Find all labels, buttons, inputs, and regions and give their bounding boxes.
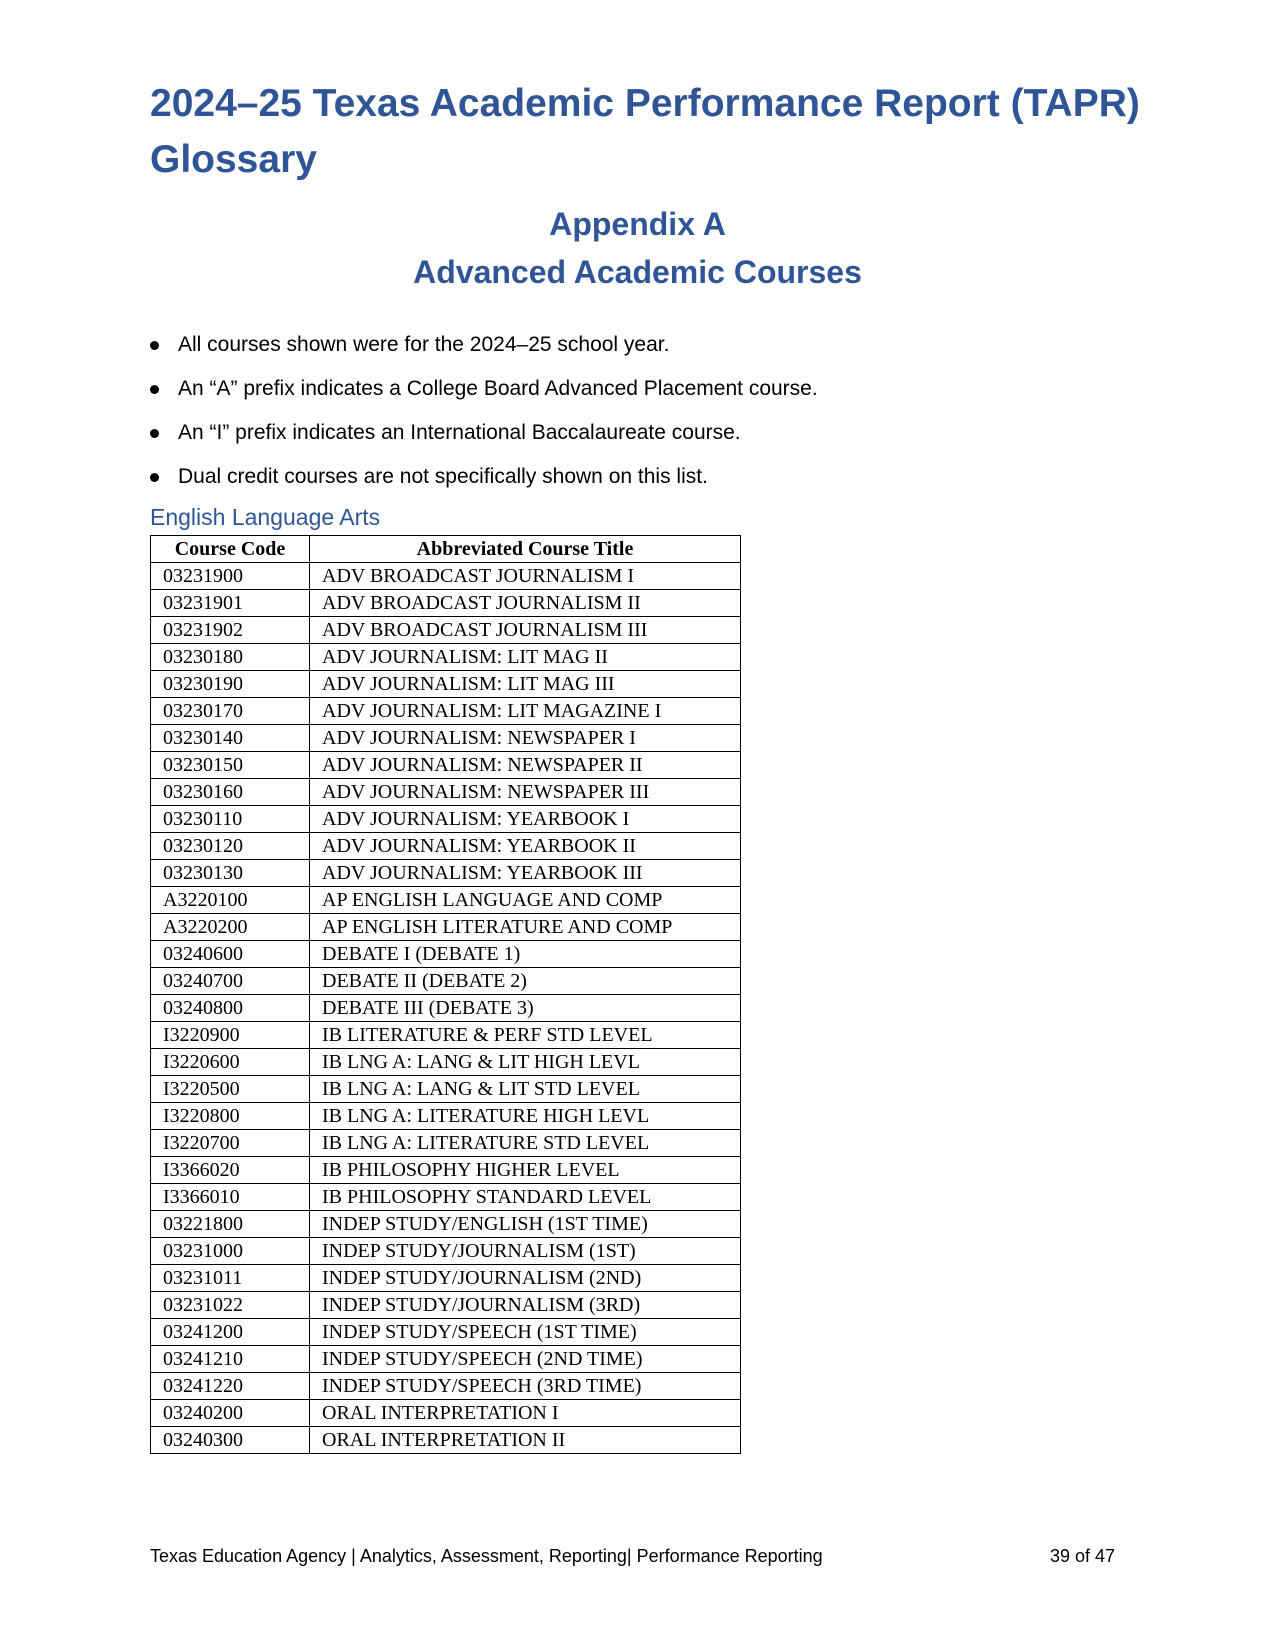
course-title-cell: ADV JOURNALISM: LIT MAG III	[310, 671, 741, 698]
table-row	[151, 860, 741, 887]
course-title-cell: ADV JOURNALISM: NEWSPAPER II	[310, 752, 741, 779]
table-row	[151, 1427, 741, 1454]
table-row	[151, 1319, 741, 1346]
courses-table	[150, 535, 741, 1454]
table-row	[151, 1130, 741, 1157]
table-row	[151, 887, 741, 914]
course-code-cell: 03230150	[151, 752, 310, 779]
course-code-cell: 03240600	[151, 941, 310, 968]
table-row	[151, 1211, 741, 1238]
table-row	[151, 590, 741, 617]
course-code-cell: A3220100	[151, 887, 310, 914]
table-row	[151, 671, 741, 698]
course-code-cell: A3220200	[151, 914, 310, 941]
course-title-cell: IB LNG A: LANG & LIT STD LEVEL	[310, 1076, 741, 1103]
course-title-cell: INDEP STUDY/JOURNALISM (3RD)	[310, 1292, 741, 1319]
course-title-cell: DEBATE III (DEBATE 3)	[310, 995, 741, 1022]
course-title-cell: ORAL INTERPRETATION II	[310, 1427, 741, 1454]
table-row	[151, 1076, 741, 1103]
course-title-cell: IB LNG A: LITERATURE HIGH LEVL	[310, 1103, 741, 1130]
notes-list	[150, 332, 818, 508]
course-title-cell: ADV JOURNALISM: LIT MAGAZINE I	[310, 698, 741, 725]
footer-agency: Texas Education Agency | Analytics, Assessment, Reporting| Performance Reporting	[150, 1546, 823, 1566]
table-row	[151, 1049, 741, 1076]
course-code-cell: 03240800	[151, 995, 310, 1022]
table-row	[151, 968, 741, 995]
table-row	[151, 806, 741, 833]
course-title-cell: ORAL INTERPRETATION I	[310, 1400, 741, 1427]
table-row	[151, 1292, 741, 1319]
course-code-cell: 03231900	[151, 563, 310, 590]
appendix-heading	[0, 200, 1275, 296]
table-row	[151, 725, 741, 752]
table-row	[151, 941, 741, 968]
course-title-cell: DEBATE I (DEBATE 1)	[310, 941, 741, 968]
course-title-cell: IB PHILOSOPHY HIGHER LEVEL	[310, 1157, 741, 1184]
course-title-cell: ADV BROADCAST JOURNALISM II	[310, 590, 741, 617]
course-code-cell: 03241200	[151, 1319, 310, 1346]
footer-page-number: 39 of 47	[1050, 1546, 1116, 1566]
course-code-cell: I3366020	[151, 1157, 310, 1184]
course-title-cell: IB LNG A: LITERATURE STD LEVEL	[310, 1130, 741, 1157]
course-title-cell: INDEP STUDY/ENGLISH (1ST TIME)	[310, 1211, 741, 1238]
table-row	[151, 698, 741, 725]
course-code-cell: 03221800	[151, 1211, 310, 1238]
table-row	[151, 1373, 741, 1400]
table-row	[151, 1103, 741, 1130]
course-title-cell: AP ENGLISH LITERATURE AND COMP	[310, 914, 741, 941]
course-title-cell: ADV JOURNALISM: NEWSPAPER III	[310, 779, 741, 806]
note-item	[150, 376, 818, 420]
course-code-cell: 03230120	[151, 833, 310, 860]
course-code-cell: 03240300	[151, 1427, 310, 1454]
course-title-cell: INDEP STUDY/SPEECH (2ND TIME)	[310, 1346, 741, 1373]
note-text: An “A” prefix indicates a College Board Advanced Placement course.	[178, 377, 818, 400]
course-code-cell: 03230110	[151, 806, 310, 833]
table-row	[151, 1265, 741, 1292]
course-code-cell: I3220700	[151, 1130, 310, 1157]
note-item	[150, 420, 818, 464]
course-title-cell: INDEP STUDY/SPEECH (3RD TIME)	[310, 1373, 741, 1400]
course-code-cell: 03231011	[151, 1265, 310, 1292]
course-title-cell: ADV JOURNALISM: NEWSPAPER I	[310, 725, 741, 752]
appendix-subtitle: Advanced Academic Courses	[413, 254, 862, 290]
course-title-cell: IB LNG A: LANG & LIT HIGH LEVL	[310, 1049, 741, 1076]
table-row	[151, 1022, 741, 1049]
bullet-icon	[150, 429, 159, 438]
table-body	[151, 563, 741, 1454]
course-code-cell: 03241210	[151, 1346, 310, 1373]
appendix-label: Appendix A	[549, 206, 726, 242]
course-code-cell: 03230130	[151, 860, 310, 887]
course-code-cell: 03230190	[151, 671, 310, 698]
course-code-cell: I3220500	[151, 1076, 310, 1103]
course-code-cell: 03230170	[151, 698, 310, 725]
course-title-cell: INDEP STUDY/JOURNALISM (1ST)	[310, 1238, 741, 1265]
course-title-cell: ADV BROADCAST JOURNALISM I	[310, 563, 741, 590]
course-code-cell: 03231902	[151, 617, 310, 644]
document-title: 2024–25 Texas Academic Performance Report (TAPR) Glossary	[150, 82, 1140, 181]
course-code-cell: 03240200	[151, 1400, 310, 1427]
course-code-cell: I3220800	[151, 1103, 310, 1130]
course-code-cell: 03230140	[151, 725, 310, 752]
course-title-cell: ADV BROADCAST JOURNALISM III	[310, 617, 741, 644]
course-code-cell: I3366010	[151, 1184, 310, 1211]
table-row	[151, 1157, 741, 1184]
course-title-cell: IB LITERATURE & PERF STD LEVEL	[310, 1022, 741, 1049]
bullet-icon	[150, 385, 159, 394]
table-row	[151, 644, 741, 671]
table-row	[151, 833, 741, 860]
course-code-cell: 03241220	[151, 1373, 310, 1400]
note-text: Dual credit courses are not specifically shown on this list.	[178, 465, 708, 488]
course-code-cell: 03230160	[151, 779, 310, 806]
course-code-cell: 03230180	[151, 644, 310, 671]
course-title-cell: INDEP STUDY/JOURNALISM (2ND)	[310, 1265, 741, 1292]
course-title-cell: ADV JOURNALISM: LIT MAG II	[310, 644, 741, 671]
table-row	[151, 1400, 741, 1427]
table-row	[151, 617, 741, 644]
table-row	[151, 1238, 741, 1265]
table-row	[151, 914, 741, 941]
course-code-cell: 03231022	[151, 1292, 310, 1319]
course-title-cell: IB PHILOSOPHY STANDARD LEVEL	[310, 1184, 741, 1211]
bullet-icon	[150, 473, 159, 482]
header-course-title: Abbreviated Course Title	[310, 536, 741, 563]
course-title-cell: AP ENGLISH LANGUAGE AND COMP	[310, 887, 741, 914]
course-code-cell: 03231901	[151, 590, 310, 617]
table-row	[151, 563, 741, 590]
table-header-row	[151, 536, 741, 563]
table-row	[151, 779, 741, 806]
table-row	[151, 1184, 741, 1211]
header-course-code: Course Code	[151, 536, 310, 563]
course-code-cell: I3220900	[151, 1022, 310, 1049]
section-heading: English Language Arts	[150, 504, 381, 530]
table-row	[151, 752, 741, 779]
course-title-cell: INDEP STUDY/SPEECH (1ST TIME)	[310, 1319, 741, 1346]
table-row	[151, 995, 741, 1022]
bullet-icon	[150, 341, 159, 350]
course-code-cell: 03231000	[151, 1238, 310, 1265]
course-code-cell: I3220600	[151, 1049, 310, 1076]
table-row	[151, 1346, 741, 1373]
note-item	[150, 332, 818, 376]
course-title-cell: ADV JOURNALISM: YEARBOOK III	[310, 860, 741, 887]
course-title-cell: DEBATE II (DEBATE 2)	[310, 968, 741, 995]
course-title-cell: ADV JOURNALISM: YEARBOOK II	[310, 833, 741, 860]
course-title-cell: ADV JOURNALISM: YEARBOOK I	[310, 806, 741, 833]
note-text: An “I” prefix indicates an International Baccalaureate course.	[178, 421, 741, 444]
note-text: All courses shown were for the 2024–25 school year.	[178, 333, 670, 356]
course-code-cell: 03240700	[151, 968, 310, 995]
